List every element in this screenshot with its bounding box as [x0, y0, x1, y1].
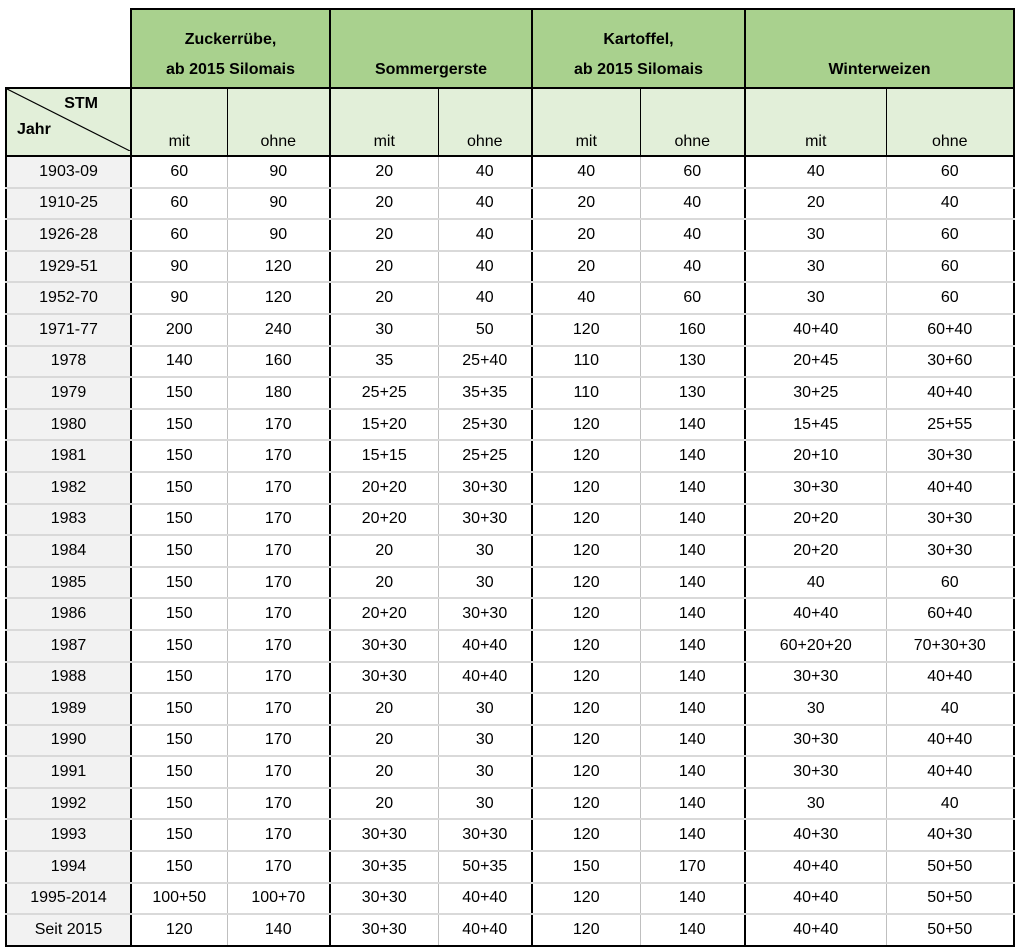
value-cell: 20	[745, 188, 886, 220]
value-cell: 140	[640, 440, 745, 472]
value-cell: 60+20+20	[745, 630, 886, 662]
year-cell: 1903-09	[6, 156, 131, 188]
sub-header-mit: mit	[330, 88, 438, 156]
corner-header-cell	[6, 88, 131, 156]
crop-header-line1: Zuckerrübe,	[184, 31, 277, 48]
value-cell: 30+30	[330, 914, 438, 946]
value-cell: 140	[640, 567, 745, 599]
value-cell: 20	[330, 219, 438, 251]
value-cell: 40	[640, 188, 745, 220]
value-cell: 160	[227, 346, 330, 378]
value-cell: 15+20	[330, 409, 438, 441]
value-cell: 30	[330, 314, 438, 346]
value-cell: 150	[131, 756, 227, 788]
value-cell: 180	[227, 377, 330, 409]
value-cell: 35	[330, 346, 438, 378]
sub-header-ohne: ohne	[227, 88, 330, 156]
year-cell: 1926-28	[6, 219, 131, 251]
fertilizer-table	[5, 8, 1015, 947]
value-cell: 40+40	[438, 662, 532, 694]
value-cell: 150	[532, 851, 640, 883]
value-cell: 25+25	[438, 440, 532, 472]
value-cell: 120	[532, 693, 640, 725]
value-cell: 140	[640, 409, 745, 441]
value-cell: 140	[640, 725, 745, 757]
value-cell: 170	[227, 440, 330, 472]
value-cell: 20	[532, 219, 640, 251]
value-cell: 170	[640, 851, 745, 883]
year-cell: 1979	[6, 377, 131, 409]
value-cell: 140	[640, 819, 745, 851]
value-cell: 30+35	[330, 851, 438, 883]
year-cell: 1952-70	[6, 282, 131, 314]
sub-header-mit: mit	[532, 88, 640, 156]
crop-header-sommergerste	[330, 9, 532, 88]
value-cell: 30	[745, 788, 886, 820]
value-cell: 40	[745, 567, 886, 599]
value-cell: 130	[640, 346, 745, 378]
table-row	[6, 851, 1014, 883]
year-cell: 1978	[6, 346, 131, 378]
value-cell: 150	[131, 819, 227, 851]
value-cell: 40+40	[886, 472, 1014, 504]
value-cell: 30+30	[438, 598, 532, 630]
value-cell: 30	[438, 567, 532, 599]
value-cell: 170	[227, 756, 330, 788]
table-row	[6, 693, 1014, 725]
value-cell: 30+30	[330, 819, 438, 851]
value-cell: 140	[640, 693, 745, 725]
year-cell: 1993	[6, 819, 131, 851]
value-cell: 170	[227, 535, 330, 567]
year-cell: 1929-51	[6, 251, 131, 283]
year-cell: 1982	[6, 472, 131, 504]
value-cell: 30	[745, 251, 886, 283]
crop-header-winterweizen	[745, 9, 1014, 88]
value-cell: 90	[227, 219, 330, 251]
value-cell: 40	[745, 156, 886, 188]
value-cell: 120	[532, 756, 640, 788]
table-row	[6, 725, 1014, 757]
value-cell: 60	[131, 188, 227, 220]
year-cell: 1910-25	[6, 188, 131, 220]
value-cell: 30	[745, 219, 886, 251]
value-cell: 120	[532, 472, 640, 504]
table-row	[6, 282, 1014, 314]
value-cell: 60	[131, 156, 227, 188]
year-cell: 1980	[6, 409, 131, 441]
year-cell: 1990	[6, 725, 131, 757]
value-cell: 140	[640, 535, 745, 567]
value-cell: 140	[640, 472, 745, 504]
value-cell: 150	[131, 535, 227, 567]
crop-header-line2: ab 2015 Silomais	[574, 61, 703, 78]
value-cell: 60	[886, 567, 1014, 599]
value-cell: 150	[131, 598, 227, 630]
value-cell: 40+40	[886, 377, 1014, 409]
value-cell: 40	[438, 156, 532, 188]
value-cell: 15+15	[330, 440, 438, 472]
value-cell: 100+50	[131, 883, 227, 915]
sub-header-row	[6, 88, 1014, 156]
value-cell: 40	[438, 219, 532, 251]
value-cell: 50	[438, 314, 532, 346]
year-cell: 1994	[6, 851, 131, 883]
table-row	[6, 535, 1014, 567]
value-cell: 20+45	[745, 346, 886, 378]
value-cell: 140	[640, 598, 745, 630]
year-cell: 1988	[6, 662, 131, 694]
value-cell: 140	[640, 504, 745, 536]
value-cell: 25+25	[330, 377, 438, 409]
sub-header-mit: mit	[745, 88, 886, 156]
value-cell: 60	[131, 219, 227, 251]
year-cell: 1995-2014	[6, 883, 131, 915]
value-cell: 120	[532, 819, 640, 851]
value-cell: 20	[330, 788, 438, 820]
table-row	[6, 914, 1014, 946]
value-cell: 40	[532, 282, 640, 314]
value-cell: 150	[131, 504, 227, 536]
value-cell: 90	[131, 251, 227, 283]
value-cell: 40+40	[438, 630, 532, 662]
corner-jahr-label: Jahr	[17, 121, 51, 138]
value-cell: 30+30	[886, 440, 1014, 472]
value-cell: 60	[640, 156, 745, 188]
value-cell: 40	[438, 188, 532, 220]
crop-header-line2: ab 2015 Silomais	[166, 61, 295, 78]
value-cell: 170	[227, 504, 330, 536]
table-row	[6, 409, 1014, 441]
value-cell: 40+40	[745, 598, 886, 630]
value-cell: 30	[438, 535, 532, 567]
value-cell: 170	[227, 409, 330, 441]
value-cell: 150	[131, 693, 227, 725]
value-cell: 20	[330, 725, 438, 757]
table-row	[6, 598, 1014, 630]
value-cell: 120	[532, 725, 640, 757]
value-cell: 120	[532, 883, 640, 915]
crop-header-line1: Kartoffel,	[603, 31, 674, 48]
value-cell: 20	[330, 156, 438, 188]
value-cell: 90	[227, 188, 330, 220]
value-cell: 40+30	[745, 819, 886, 851]
value-cell: 170	[227, 851, 330, 883]
value-cell: 30	[438, 725, 532, 757]
value-cell: 100+70	[227, 883, 330, 915]
value-cell: 30+30	[886, 535, 1014, 567]
value-cell: 40	[438, 282, 532, 314]
value-cell: 150	[131, 377, 227, 409]
value-cell: 240	[227, 314, 330, 346]
value-cell: 30+25	[745, 377, 886, 409]
value-cell: 40+40	[886, 756, 1014, 788]
value-cell: 60+40	[886, 598, 1014, 630]
value-cell: 30	[438, 693, 532, 725]
value-cell: 25+40	[438, 346, 532, 378]
value-cell: 30+30	[438, 472, 532, 504]
table-row	[6, 756, 1014, 788]
value-cell: 20+20	[745, 535, 886, 567]
table-row	[6, 440, 1014, 472]
value-cell: 120	[532, 788, 640, 820]
value-cell: 200	[131, 314, 227, 346]
sub-header-ohne: ohne	[886, 88, 1014, 156]
value-cell: 20+20	[745, 504, 886, 536]
top-left-blank	[6, 9, 131, 88]
value-cell: 150	[131, 630, 227, 662]
value-cell: 20	[532, 251, 640, 283]
value-cell: 40+30	[886, 819, 1014, 851]
value-cell: 60	[886, 156, 1014, 188]
year-cell: 1991	[6, 756, 131, 788]
table-row	[6, 472, 1014, 504]
year-cell: 1983	[6, 504, 131, 536]
value-cell: 60	[886, 251, 1014, 283]
value-cell: 120	[227, 282, 330, 314]
value-cell: 30+30	[330, 883, 438, 915]
value-cell: 40+40	[886, 662, 1014, 694]
value-cell: 170	[227, 630, 330, 662]
value-cell: 60+40	[886, 314, 1014, 346]
value-cell: 120	[532, 662, 640, 694]
value-cell: 140	[640, 788, 745, 820]
value-cell: 40+40	[745, 851, 886, 883]
sub-header-mit: mit	[131, 88, 227, 156]
value-cell: 120	[532, 440, 640, 472]
value-cell: 40	[886, 788, 1014, 820]
value-cell: 25+30	[438, 409, 532, 441]
value-cell: 40+40	[438, 883, 532, 915]
value-cell: 40	[640, 251, 745, 283]
value-cell: 120	[532, 535, 640, 567]
value-cell: 170	[227, 472, 330, 504]
value-cell: 50+50	[886, 851, 1014, 883]
value-cell: 40+40	[745, 314, 886, 346]
value-cell: 35+35	[438, 377, 532, 409]
value-cell: 40+40	[745, 883, 886, 915]
value-cell: 150	[131, 851, 227, 883]
value-cell: 140	[640, 662, 745, 694]
sub-header-ohne: ohne	[438, 88, 532, 156]
value-cell: 30+30	[745, 472, 886, 504]
crop-header-row	[6, 9, 1014, 88]
value-cell: 170	[227, 662, 330, 694]
crop-header-zuckerruebe	[131, 9, 330, 88]
table-row	[6, 883, 1014, 915]
value-cell: 170	[227, 788, 330, 820]
value-cell: 40+40	[438, 914, 532, 946]
value-cell: 40	[640, 219, 745, 251]
value-cell: 30	[745, 693, 886, 725]
table-row	[6, 788, 1014, 820]
value-cell: 20	[330, 756, 438, 788]
value-cell: 120	[532, 914, 640, 946]
table-row	[6, 219, 1014, 251]
value-cell: 30+30	[745, 662, 886, 694]
year-cell: 1989	[6, 693, 131, 725]
value-cell: 40+40	[886, 725, 1014, 757]
value-cell: 120	[532, 314, 640, 346]
value-cell: 140	[640, 914, 745, 946]
year-cell: 1981	[6, 440, 131, 472]
value-cell: 140	[640, 756, 745, 788]
crop-header-line2: Winterweizen	[828, 61, 931, 78]
value-cell: 160	[640, 314, 745, 346]
value-cell: 20+10	[745, 440, 886, 472]
value-cell: 120	[532, 567, 640, 599]
year-cell: 1971-77	[6, 314, 131, 346]
value-cell: 30+30	[745, 725, 886, 757]
value-cell: 40+40	[745, 914, 886, 946]
table-row	[6, 567, 1014, 599]
value-cell: 130	[640, 377, 745, 409]
value-cell: 120	[532, 598, 640, 630]
value-cell: 150	[131, 788, 227, 820]
table-row	[6, 346, 1014, 378]
table-row	[6, 377, 1014, 409]
value-cell: 30+30	[438, 819, 532, 851]
value-cell: 40	[438, 251, 532, 283]
value-cell: 30+30	[330, 630, 438, 662]
value-cell: 170	[227, 567, 330, 599]
value-cell: 140	[227, 914, 330, 946]
value-cell: 150	[131, 472, 227, 504]
table-row	[6, 314, 1014, 346]
table-row	[6, 504, 1014, 536]
crop-header-kartoffel	[532, 9, 745, 88]
value-cell: 15+45	[745, 409, 886, 441]
value-cell: 20	[330, 535, 438, 567]
value-cell: 20	[330, 251, 438, 283]
value-cell: 60	[886, 282, 1014, 314]
year-cell: 1987	[6, 630, 131, 662]
year-cell: Seit 2015	[6, 914, 131, 946]
table-row	[6, 188, 1014, 220]
value-cell: 150	[131, 440, 227, 472]
value-cell: 150	[131, 662, 227, 694]
value-cell: 170	[227, 725, 330, 757]
value-cell: 25+55	[886, 409, 1014, 441]
year-cell: 1986	[6, 598, 131, 630]
table-row	[6, 819, 1014, 851]
value-cell: 30+30	[330, 662, 438, 694]
value-cell: 120	[532, 409, 640, 441]
value-cell: 20	[532, 188, 640, 220]
corner-stm-label: STM	[64, 95, 98, 112]
value-cell: 140	[131, 346, 227, 378]
value-cell: 30+30	[745, 756, 886, 788]
value-cell: 50+50	[886, 914, 1014, 946]
year-cell: 1984	[6, 535, 131, 567]
value-cell: 30+60	[886, 346, 1014, 378]
value-cell: 120	[131, 914, 227, 946]
value-cell: 40	[886, 188, 1014, 220]
year-cell: 1992	[6, 788, 131, 820]
value-cell: 20+20	[330, 472, 438, 504]
value-cell: 120	[532, 504, 640, 536]
value-cell: 90	[131, 282, 227, 314]
value-cell: 60	[640, 282, 745, 314]
value-cell: 170	[227, 819, 330, 851]
value-cell: 30	[438, 788, 532, 820]
value-cell: 40	[886, 693, 1014, 725]
value-cell: 150	[131, 567, 227, 599]
value-cell: 60	[886, 219, 1014, 251]
value-cell: 90	[227, 156, 330, 188]
sub-header-ohne: ohne	[640, 88, 745, 156]
table-row	[6, 251, 1014, 283]
value-cell: 150	[131, 725, 227, 757]
value-cell: 20	[330, 188, 438, 220]
value-cell: 120	[532, 630, 640, 662]
value-cell: 20	[330, 282, 438, 314]
value-cell: 140	[640, 630, 745, 662]
year-cell: 1985	[6, 567, 131, 599]
value-cell: 50+35	[438, 851, 532, 883]
value-cell: 20+20	[330, 598, 438, 630]
value-cell: 30+30	[886, 504, 1014, 536]
value-cell: 20+20	[330, 504, 438, 536]
value-cell: 30	[745, 282, 886, 314]
value-cell: 170	[227, 598, 330, 630]
value-cell: 30	[438, 756, 532, 788]
value-cell: 170	[227, 693, 330, 725]
value-cell: 120	[227, 251, 330, 283]
value-cell: 50+50	[886, 883, 1014, 915]
table-row	[6, 662, 1014, 694]
value-cell: 20	[330, 693, 438, 725]
value-cell: 20	[330, 567, 438, 599]
value-cell: 30+30	[438, 504, 532, 536]
value-cell: 140	[640, 883, 745, 915]
table-row	[6, 156, 1014, 188]
value-cell: 70+30+30	[886, 630, 1014, 662]
value-cell: 110	[532, 377, 640, 409]
value-cell: 150	[131, 409, 227, 441]
value-cell: 40	[532, 156, 640, 188]
crop-header-line2: Sommergerste	[374, 61, 488, 78]
table-row	[6, 630, 1014, 662]
value-cell: 110	[532, 346, 640, 378]
